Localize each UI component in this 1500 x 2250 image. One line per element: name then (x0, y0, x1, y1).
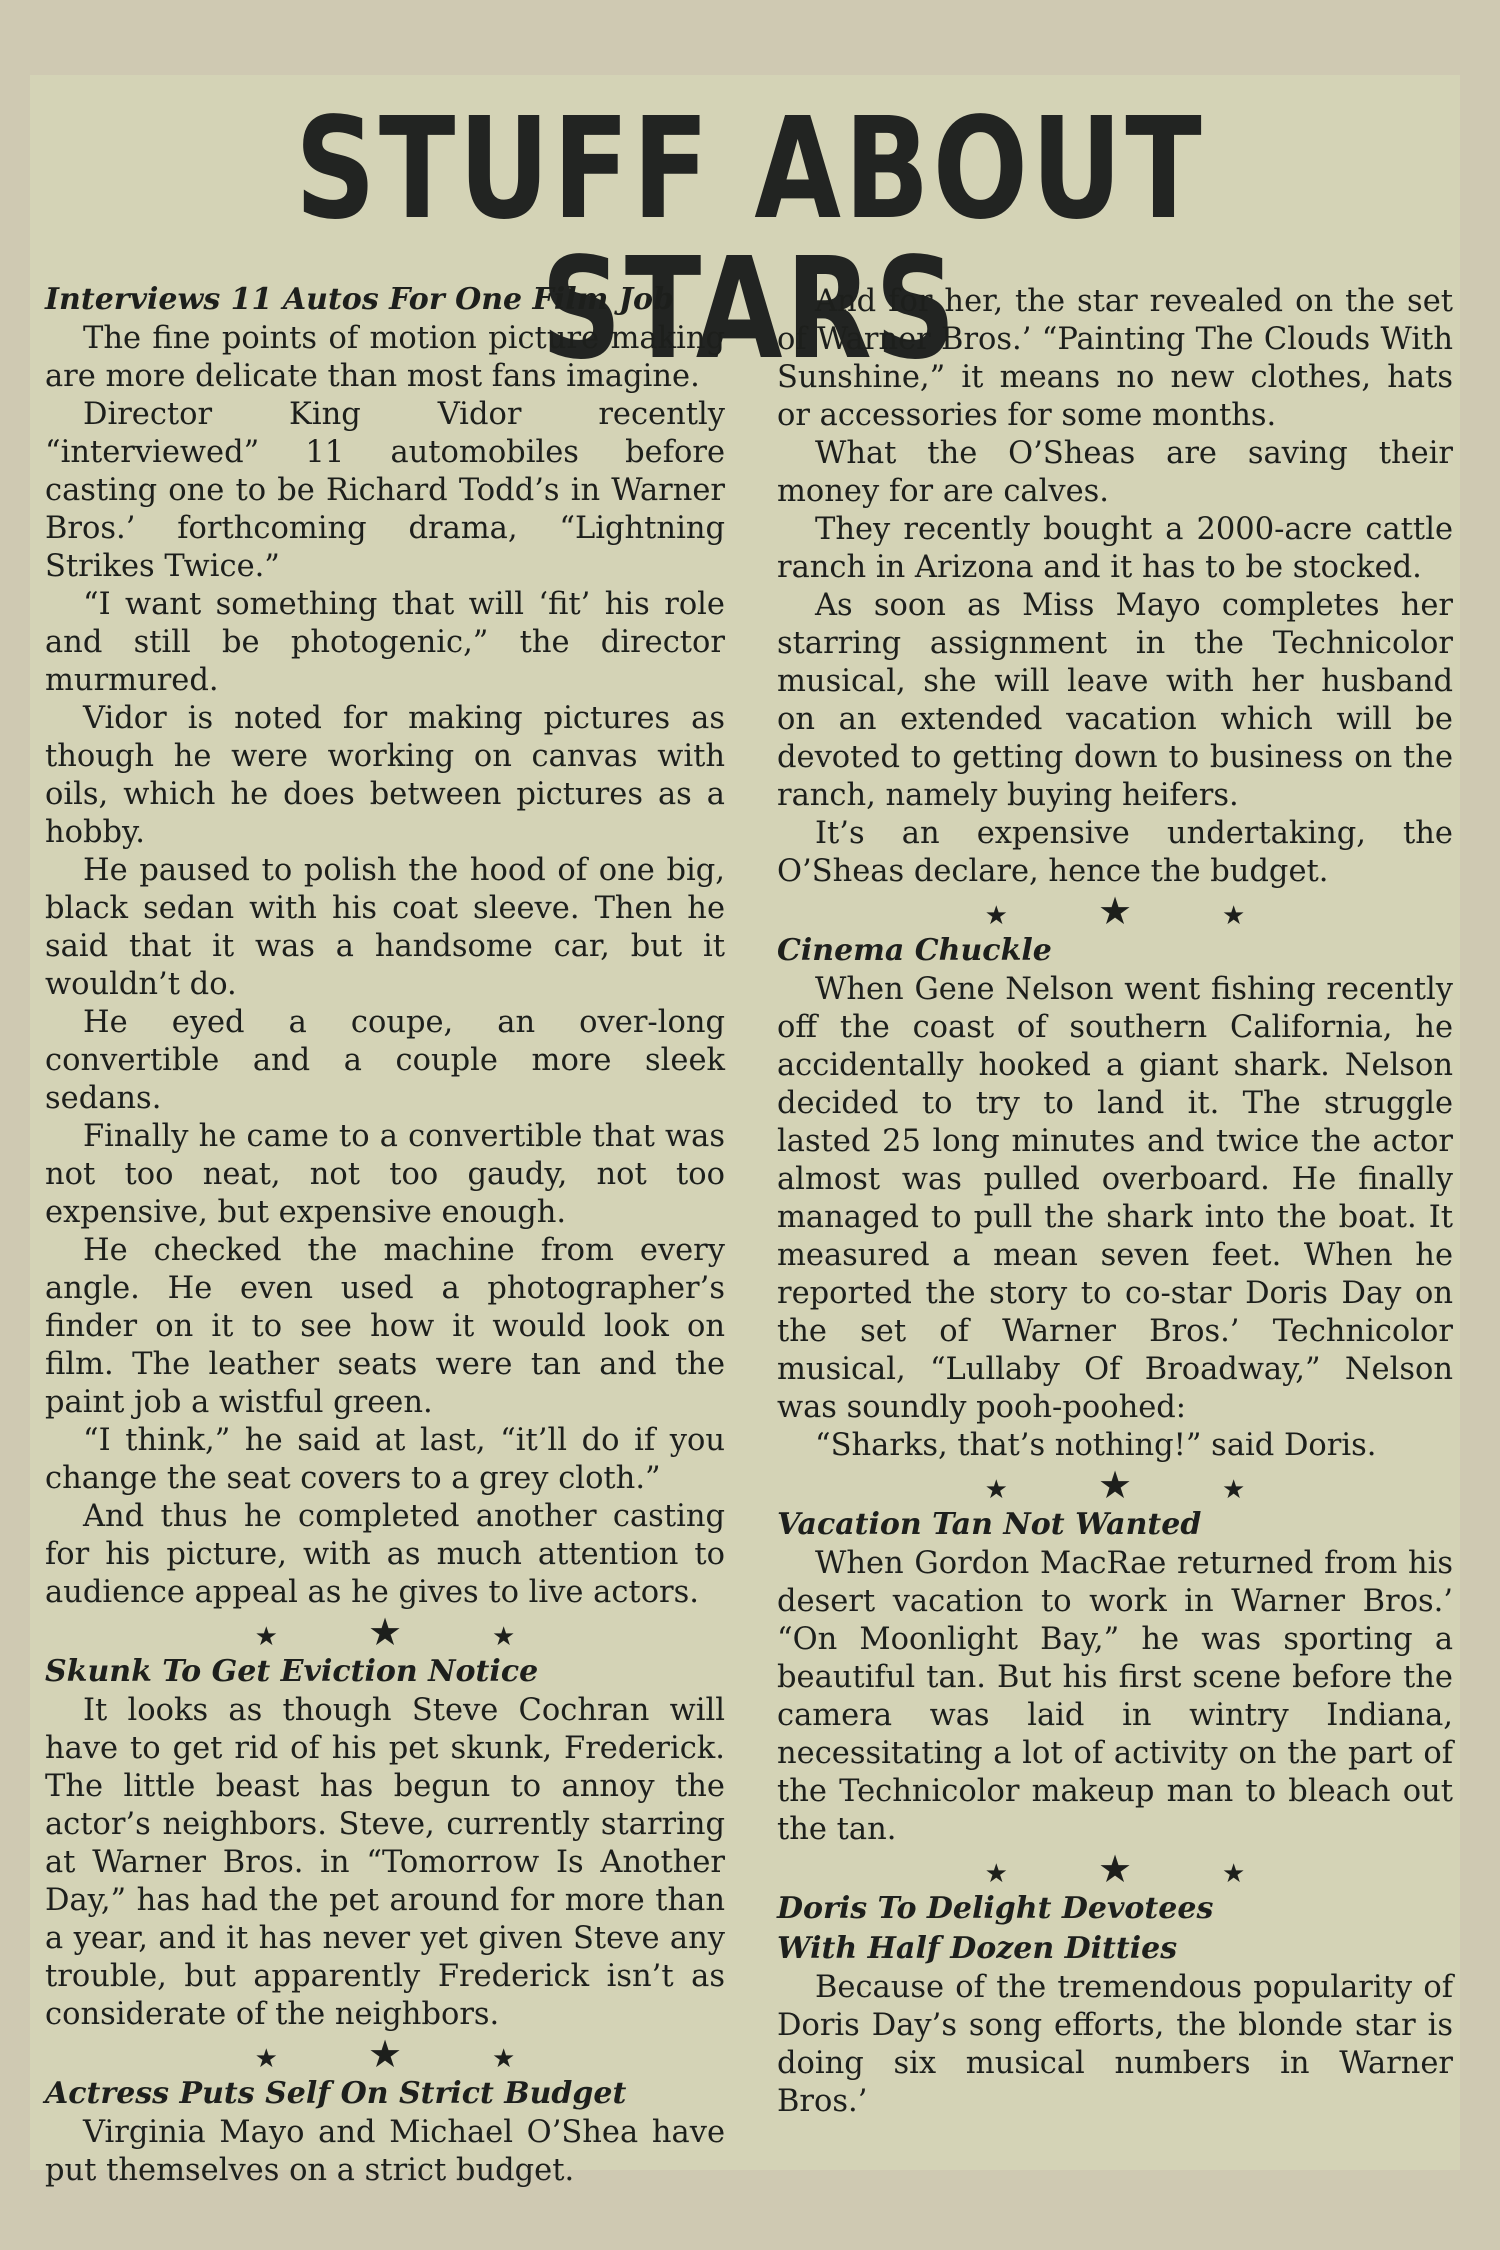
article-heading: Vacation Tan Not Wanted (777, 1507, 1202, 1542)
star-separator (777, 1849, 1453, 1889)
paragraph: And thus he completed another casting for his picture, with as much attention to audience appeal as he gives to live actors. (45, 1499, 725, 1610)
paragraph: “I want something that will ‘fit’ his role and still be photogenic,” the director murmured. (45, 587, 725, 698)
paragraph: When Gene Nelson went fishing recently off the coast of southern California, he accidentally hooked a giant shark. Nelson decided to try to land it. The struggle lasted 25 long minutes and twice the actor almost was pulled overboard. He finally managed to pull the shark into the boat. It measured a mean seven feet. When he reported the story to co-star Doris Day on the set of Warner Bros.’ Technicolor musical, “Lullaby Of Broadway,” Nelson was soundly pooh-poohed: (777, 972, 1453, 1425)
star-icon: ★ (1097, 1847, 1133, 1891)
paragraph: And for her, the star revealed on the set of Warner Bros.’ “Painting The Clouds With Sunshine,” it means no new clothes, hats or accessories for some months. (777, 284, 1453, 433)
star-icon: ★ (254, 2044, 278, 2074)
article-heading: Skunk To Get Eviction Notice (45, 1654, 539, 1689)
paragraph: He checked the machine from every angle. He even used a photographer’s finder on it to see how it would look on film. The leather seats were tan and the paint job a wistful green. (45, 1233, 725, 1420)
star-icon: ★ (1222, 1859, 1246, 1889)
article-heading: Actress Puts Self On Strict Budget (45, 2076, 627, 2111)
star-icon: ★ (367, 2032, 403, 2076)
paragraph: “I think,” he said at last, “it’ll do if you change the seat covers to a grey cloth.” (45, 1423, 725, 1496)
paragraph: He eyed a coupe, an over-long convertible and a couple more sleek sedans. (45, 1005, 725, 1116)
star-icon: ★ (492, 1622, 516, 1652)
paragraph: The fine points of motion picture making are more delicate than most fans imagine. (45, 321, 725, 394)
article-heading: Doris To Delight Devotees (777, 1891, 1214, 1926)
paragraph: Virginia Mayo and Michael O’Shea have put themselves on a strict budget. (45, 2115, 725, 2188)
article-heading: With Half Dozen Ditties (777, 1931, 1178, 1966)
paragraph: It’s an expensive undertaking, the O’Sheas declare, hence the budget. (777, 816, 1453, 889)
paragraph: It looks as though Steve Cochran will have to get rid of his pet skunk, Frederick. The little beast has begun to annoy the actor’s neighbors. Steve, currently starring at Warner Bros. in “Tomorrow Is Another Day,” has had the pet around for more than a year, and it has never yet given Steve any trouble, but apparently Frederick isn’t as considerate of the neighbors. (45, 1693, 725, 2032)
right-column (777, 283, 1453, 2121)
paragraph: What the O’Sheas are saving their money for are calves. (777, 436, 1453, 509)
star-icon: ★ (984, 1859, 1008, 1889)
star-icon: ★ (1097, 1463, 1133, 1507)
star-separator (777, 891, 1453, 931)
page-title: STUFF ABOUT STARS (295, 88, 1205, 391)
star-icon: ★ (984, 901, 1008, 931)
paragraph: Director King Vidor recently “interviewed” 11 automobiles before casting one to be Richard Todd’s in Warner Bros.’ forthcoming drama, “Lightning Strikes Twice.” (45, 397, 725, 584)
paragraph: When Gordon MacRae returned from his desert vacation to work in Warner Bros.’ “On Moonlight Bay,” he was sporting a beautiful tan. But his first scene before the camera was laid in wintry Indiana, necessitating a lot of activity on the part of the Technicolor makeup man to bleach out the tan. (777, 1546, 1453, 1847)
star-separator (777, 1465, 1453, 1505)
paragraph: Finally he came to a convertible that was not too neat, not too gaudy, not too expensive, but expensive enough. (45, 1119, 725, 1230)
star-icon: ★ (492, 2044, 516, 2074)
article-heading: Cinema Chuckle (777, 933, 1052, 968)
star-separator (45, 2034, 725, 2074)
left-column (45, 280, 725, 2190)
paragraph: “Sharks, that’s nothing!” said Doris. (815, 1428, 1377, 1463)
paragraph: Because of the tremendous popularity of Doris Day’s song efforts, the blonde star is doing six musical numbers in Warner Bros.’ (777, 1970, 1453, 2119)
star-separator (45, 1612, 725, 1652)
paragraph: As soon as Miss Mayo completes her starring assignment in the Technicolor musical, she will leave with her husband on an extended vacation which will be devoted to getting down to business on the ranch, namely buying heifers. (777, 588, 1453, 813)
paragraph: He paused to polish the hood of one big, black sedan with his coat sleeve. Then he said that it was a handsome car, but it wouldn’t do. (45, 853, 725, 1002)
star-icon: ★ (1222, 1475, 1246, 1505)
star-icon: ★ (1222, 901, 1246, 931)
paragraph: They recently bought a 2000-acre cattle ranch in Arizona and it has to be stocked. (777, 512, 1453, 585)
star-icon: ★ (254, 1622, 278, 1652)
star-icon: ★ (984, 1475, 1008, 1505)
star-icon: ★ (1097, 889, 1133, 933)
paragraph: Vidor is noted for making pictures as though he were working on canvas with oils, which he does between pictures as a hobby. (45, 701, 725, 850)
star-icon: ★ (367, 1610, 403, 1654)
article-heading: Interviews 11 Autos For One Film Job (45, 282, 675, 317)
